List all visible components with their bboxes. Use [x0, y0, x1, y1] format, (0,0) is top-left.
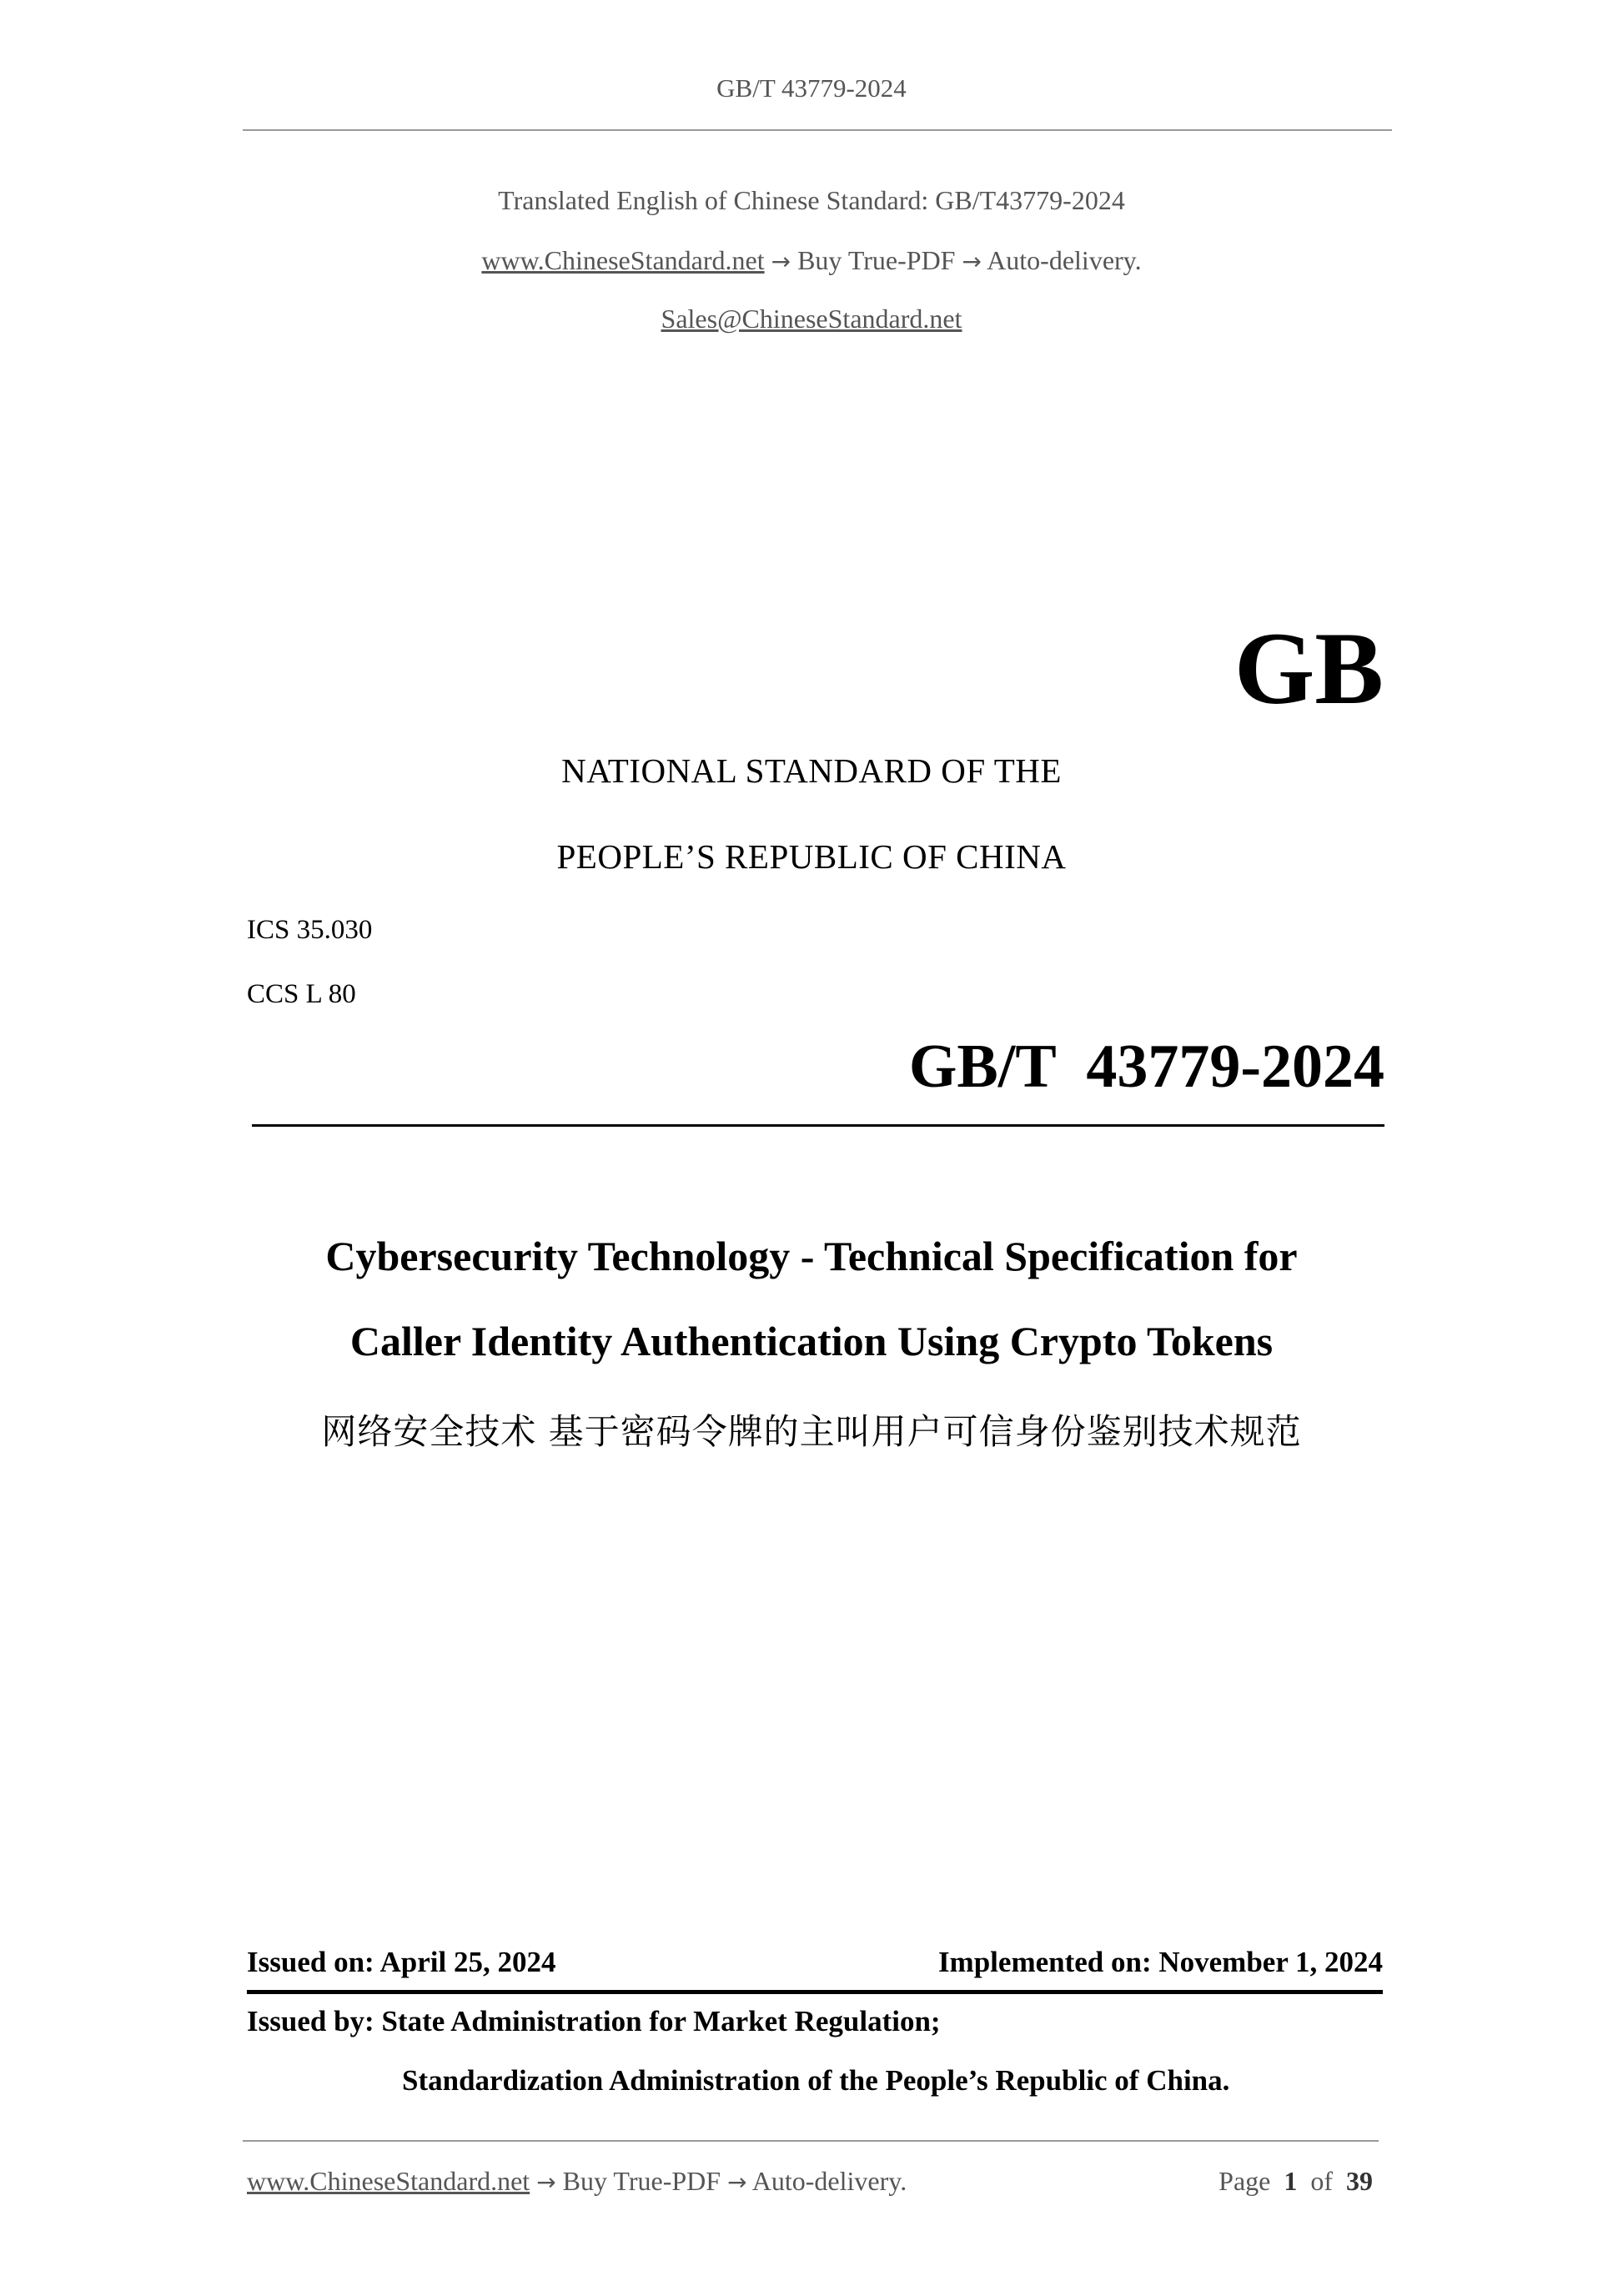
site-link[interactable]: www.ChineseStandard.net [481, 245, 765, 275]
standard-number: GB/T 43779-2024 [908, 1032, 1384, 1101]
page-indicator [1219, 2166, 1373, 2197]
issuance-divider [247, 1990, 1383, 1994]
arrow-right-icon: → [727, 2168, 747, 2196]
issue-dates-row [247, 1946, 1383, 1979]
page-of: of [1310, 2166, 1333, 2196]
title-zh: 网络安全技术 基于密码令牌的主叫用户可信身份鉴别技术规范 [321, 1411, 1302, 1452]
footer-delivery-text: Auto-delivery. [751, 2166, 907, 2196]
ics-code: ICS 35.030 [247, 915, 373, 945]
national-standard-line1: NATIONAL STANDARD OF THE [561, 751, 1062, 790]
purchase-line [0, 245, 1623, 276]
issued-by-line2: Standardization Administration of the People’s Republic of China. [402, 2064, 1230, 2097]
buy-true-pdf-text: Buy True-PDF [797, 245, 956, 275]
title-en-line1: Cybersecurity Technology - Technical Specification for [325, 1233, 1298, 1279]
page-label: Page [1219, 2166, 1271, 2196]
footer-site-link[interactable]: www.ChineseStandard.net [247, 2166, 530, 2196]
implemented-on: Implemented on: November 1, 2024 [937, 1946, 1383, 1978]
issued-on: Issued on: April 25, 2024 [247, 1946, 556, 1978]
national-standard-line2: PEOPLE’S REPUBLIC OF CHINA [556, 837, 1067, 876]
translation-notice: Translated English of Chinese Standard: GB/T43779-2024 [498, 185, 1125, 215]
arrow-right-icon: → [771, 248, 791, 275]
footer-buy-text: Buy True-PDF [562, 2166, 721, 2196]
page-current: 1 [1284, 2166, 1298, 2196]
standard-number-divider [252, 1124, 1384, 1127]
gb-mark: GB [1234, 611, 1384, 726]
running-header: GB/T 43779-2024 [716, 73, 907, 103]
auto-delivery-text: Auto-delivery. [987, 245, 1142, 275]
footer-divider [243, 2140, 1379, 2142]
arrow-right-icon: → [962, 248, 982, 275]
sales-email-link[interactable]: Sales@ChineseStandard.net [661, 304, 962, 334]
arrow-right-icon: → [536, 2168, 556, 2196]
issued-by-line1: Issued by: State Administration for Market Regulation; [247, 2005, 941, 2037]
ccs-code: CCS L 80 [247, 979, 356, 1009]
footer-purchase-line [247, 2166, 907, 2197]
header-divider [243, 129, 1392, 131]
title-en-line2: Caller Identity Authentication Using Crypto Tokens [349, 1318, 1274, 1364]
page-total: 39 [1346, 2166, 1373, 2196]
email-line [0, 304, 1623, 334]
